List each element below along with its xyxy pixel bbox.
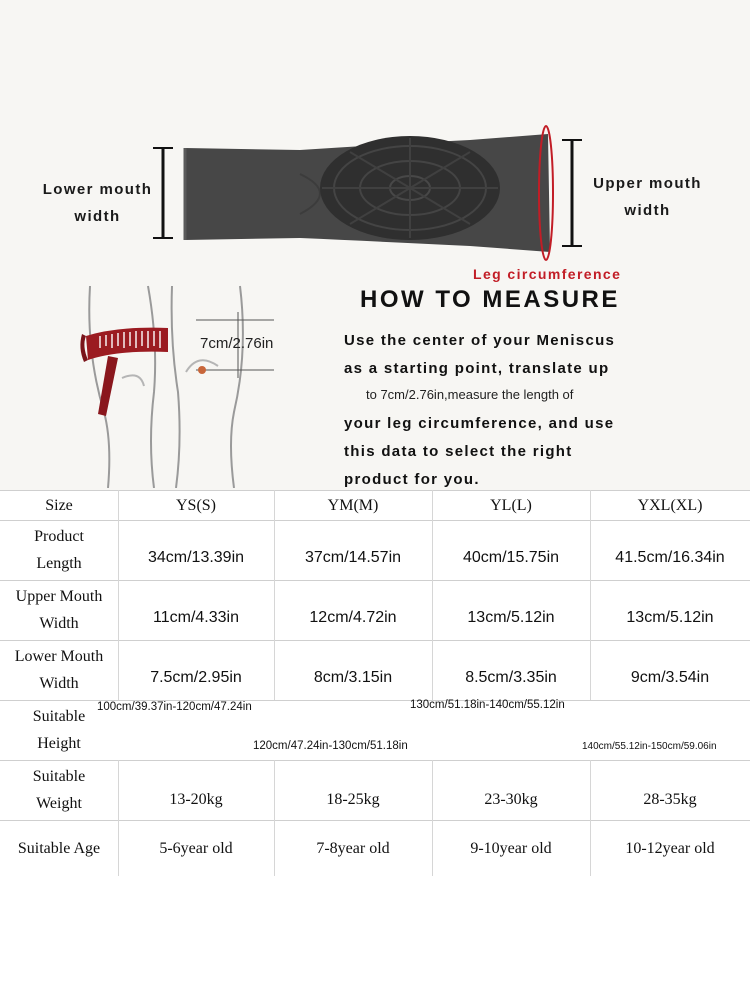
row-label-suitable-weight: Suitable Weight [32, 768, 86, 812]
upper-mouth-measure-bar [562, 140, 582, 246]
table-cell: 5-6year old [159, 839, 233, 857]
header-yl: YL(L) [490, 496, 532, 514]
height-range: 100cm/39.37in-120cm/47.24in [97, 701, 252, 713]
row-label-suitable-height: Suitable Height [32, 708, 86, 752]
leg-circumference-label: Leg circumference [473, 266, 622, 282]
table-cell: 13cm/5.12in [467, 609, 555, 626]
knee-pad-sleeve-illustration [140, 118, 600, 268]
table-cell: 9-10year old [470, 839, 552, 857]
instruction-line: as a starting point, translate up [344, 360, 610, 377]
table-cell: 18-25kg [326, 790, 380, 808]
height-range: 140cm/55.12in-150cm/59.06in [582, 741, 717, 752]
row-label-upper-mouth-width: Upper Mouth Width [15, 588, 103, 632]
table-cell: 8.5cm/3.35in [465, 669, 557, 686]
instruction-line: to 7cm/2.76in,measure the length of [366, 387, 574, 402]
height-range: 120cm/47.24in-130cm/51.18in [253, 740, 408, 752]
table-cell: 9cm/3.54in [630, 669, 710, 686]
table-cell: 7.5cm/2.95in [150, 669, 242, 686]
lower-mouth-width-label: Lower mouth width [42, 181, 153, 225]
table-cell: 23-30kg [484, 790, 538, 808]
table-cell: 34cm/13.39in [147, 549, 245, 566]
instruction-line: product for you. [344, 471, 480, 488]
legs-measure-illustration [78, 282, 278, 488]
instruction-line: your leg circumference, and use [344, 415, 615, 432]
table-cell: 40cm/15.75in [462, 549, 560, 566]
table-cell: 10-12year old [625, 839, 715, 857]
header-size: Size [45, 496, 73, 514]
table-cell: 12cm/4.72in [309, 609, 397, 626]
table-cell: 28-35kg [643, 790, 697, 808]
upper-mouth-width-label: Upper mouth width [593, 175, 702, 219]
how-to-measure-title: HOW TO MEASURE [360, 286, 620, 313]
header-ym: YM(M) [327, 496, 379, 514]
header-ys: YS(S) [175, 496, 216, 514]
table-cell: 13-20kg [169, 790, 223, 808]
table-cell: 11cm/4.33in [153, 609, 239, 626]
table-cell: 8cm/3.15in [313, 669, 393, 686]
table-cell: 7-8year old [316, 839, 390, 857]
table-cell: 13cm/5.12in [626, 609, 714, 626]
height-range: 130cm/51.18in-140cm/55.12in [410, 699, 565, 711]
header-yxl: YXL(XL) [637, 496, 703, 514]
instruction-line: this data to select the right [344, 443, 573, 460]
row-label-product-length: Product Length [34, 528, 84, 572]
table-cell: 41.5cm/16.34in [615, 549, 725, 566]
meniscus-point-icon [198, 366, 206, 374]
size-chart-table [0, 490, 750, 876]
row-label-suitable-age: Suitable Age [17, 839, 101, 857]
row-label-lower-mouth-width: Lower Mouth Width [14, 648, 104, 692]
table-cell: 37cm/14.57in [304, 549, 402, 566]
blank-footer [0, 876, 750, 999]
instruction-line: Use the center of your Meniscus [344, 332, 616, 349]
measure-offset-label: 7cm/2.76in [200, 335, 274, 352]
